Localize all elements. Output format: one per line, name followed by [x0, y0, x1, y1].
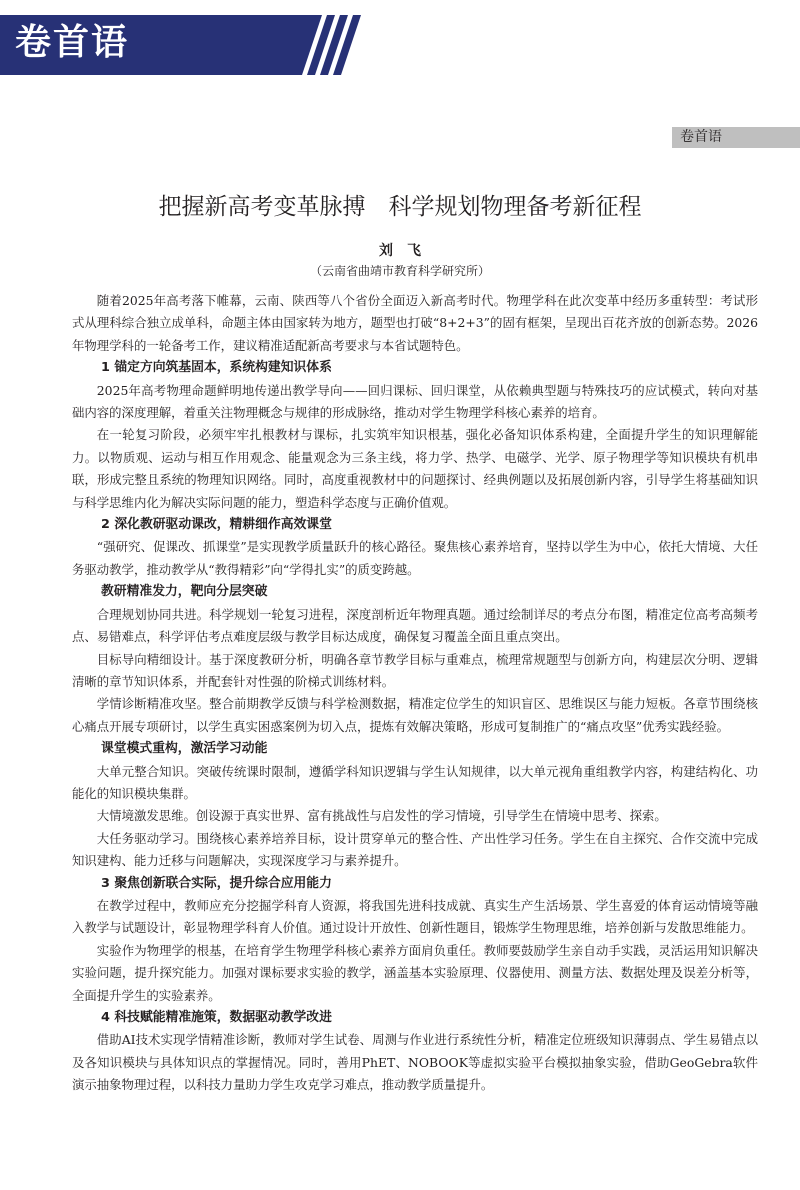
body-paragraph: 在教学过程中，教师应充分挖掘学科育人资源，将我国先进科技成就、真实生产生活场景、学生喜爱的体育运动情境等融入教学与试题设计，彰显物理学科育人价值。通过设计开放性、创新性题目，锻炼学生物理思维，培养创新与发散思维能力。: [72, 897, 758, 936]
body-paragraph: 借助AI技术实现学情精准诊断，教师对学生试卷、周测与作业进行系统性分析，精准定位班级知识薄弱点、学生易错点以及各知识模块与具体知识点的掌握情况。同时，善用PhET、NOBOOK等虚拟实验平台模拟抽象实验，借助GeoGebra软件演示抽象物理过程，以科技力量助力学生攻克学习难点，推动教学质量提升。: [72, 1032, 758, 1093]
intro-paragraph: 随着2025年高考落下帷幕，云南、陕西等八个省份全面迈入新高考时代。物理学科在此次变革中经历多重转型：考试形式从理科综合独立成单科，命题主体由国家转为地方，题型也打破“8+2+3”的固有框架，呈现出百花齐放的创新态势。2026年物理学科的一轮备考工作，建议精准适配新高考要求与本省试题特色。: [72, 293, 758, 353]
body-paragraph: 在一轮复习阶段，必须牢牢扎根教材与课标，扎实筑牢知识根基，强化必备知识体系构建，全面提升学生的知识理解能力。以物质观、运动与相互作用观念、能量观念为三条主线，将力学、热学、电磁学、光学、原子物理学等知识模块有机串联，形成完整且系统的物理知识网络。同时，高度重视教材中的问题探讨、经典例题以及拓展创新内容，引导学生将基础知识与科学思维内化为解决实际问题的能力，塑造科学态度与正确价值观。: [72, 427, 758, 510]
article-title: 把握新高考变革脉搏 科学规划物理备考新征程: [158, 194, 642, 220]
body-paragraph: 大情境激发思维。创设源于真实世界、富有挑战性与启发性的学习情境，引导学生在情境中思考、探索。: [96, 808, 667, 824]
column-banner: [0, 15, 370, 75]
column-tag: 卷首语: [672, 127, 800, 148]
author-name: 刘 飞: [379, 243, 421, 259]
body-paragraph: 学情诊断精准攻坚。整合前期教学反馈与科学检测数据，精准定位学生的知识盲区、思维误区与能力短板。各章节围绕核心痛点开展专项研讨，以学生真实困惑案例为切入点，提炼有效解决策略，形成可复制推广的“痛点攻坚”优秀实践经验。: [72, 696, 758, 734]
article-body: [72, 290, 758, 1097]
subsection-heading: 教研精准发力，靶向分层突破: [101, 584, 268, 600]
body-paragraph: 大任务驱动学习。围绕核心素养培养目标，设计贯穿单元的整合性、产出性学习任务。学生在自主探究、合作交流中完成知识建构、能力迁移与问题解决，实现深度学习与素养提升。: [72, 830, 758, 869]
author-affiliation: （云南省曲靖市教育科学研究所）: [309, 264, 490, 278]
body-paragraph: “强研究、促课改、抓课堂”是实现教学质量跃升的核心路径。聚焦核心素养培育，坚持以学生为中心，依托大情境、大任务驱动教学，推动教学从“教得精彩”向“学得扎实”的质变跨越。: [72, 539, 758, 577]
body-paragraph: 实验作为物理学的根基，在培育学生物理学科核心素养方面肩负重任。教师要鼓励学生亲自动手实践，灵活运用知识解决实验问题，提升探究能力。加强对课标要求实验的教学，涵盖基本实验原理、仪器使用、测量方法、数据处理及误差分析等，全面提升学生的实验素养。: [72, 942, 758, 1003]
section-heading: 1 锚定方向筑基固本，系统构建知识体系: [101, 360, 332, 376]
section-heading: 2 深化教研驱动课改，精耕细作高效课堂: [101, 517, 332, 533]
subsection-heading: 课堂模式重构，激活学习动能: [101, 741, 268, 757]
section-heading: 4 科技赋能精准施策，数据驱动教学改进: [101, 1010, 332, 1025]
section-heading: 3 聚焦创新联合实际，提升综合应用能力: [101, 875, 332, 891]
body-paragraph: 合理规划协同共进。科学规划一轮复习进程，深度剖析近年物理真题。通过绘制详尽的考点分布图，精准定位高考高频考点、易错难点，科学评估考点难度层级与教学目标达成度，确保复习覆盖全面且重点突出。: [72, 606, 758, 645]
body-paragraph: 目标导向精细设计。基于深度教研分析，明确各章节教学目标与重难点，梳理常规题型与创新方向，构建层次分明、逻辑清晰的章节知识体系，并配套针对性强的阶梯式训练材料。: [72, 651, 758, 689]
body-paragraph: 2025年高考物理命题鲜明地传递出教学导向——回归课标、回归课堂，从依赖典型题与特殊技巧的应试模式，转向对基础内容的深度理解，着重关注物理概念与规律的形成脉络，推动对学生物理学科核心素养的培育。: [72, 382, 758, 421]
column-banner-title: 卷首语: [15, 22, 130, 63]
body-paragraph: 大单元整合知识。突破传统课时限制，遵循学科知识逻辑与学生认知规律，以大单元视角重组教学内容，构建结构化、功能化的知识模块集群。: [72, 763, 758, 801]
